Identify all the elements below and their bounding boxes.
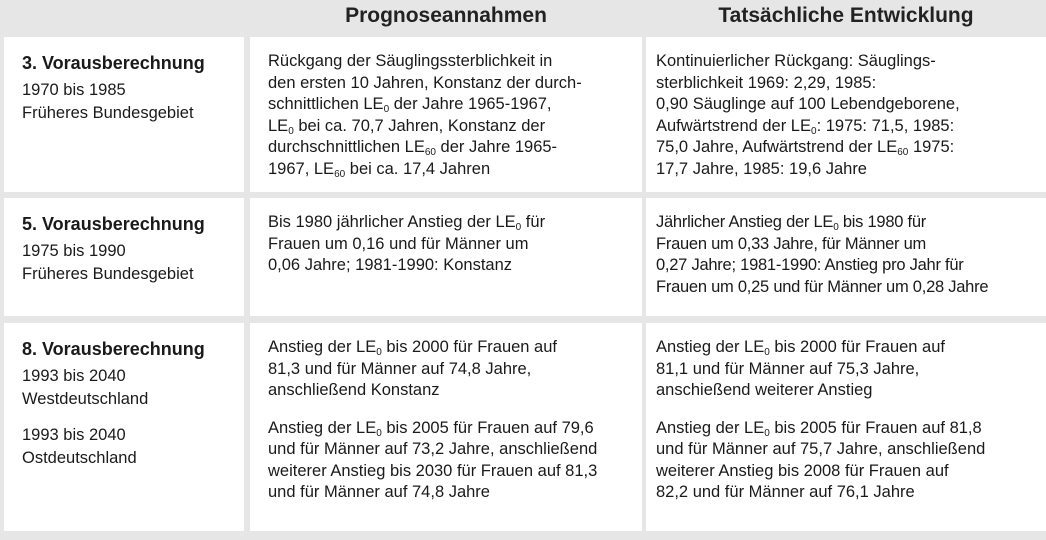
row-period-west: 1993 bis 2040 Westdeutschland: [22, 367, 149, 408]
assumption-text: Rückgang der Säuglingssterblichkeit in den ersten 10 Jahren, Konstanz der durch- schnittlichen $LE_0$ der Jahre 1965-1967, $LE_0$ bei ca. 70,7 Jahren, Konstanz der durchschnittlichen $LE_{60}$ der Jahre 1965- 1967, $LE_{60}$ bei ca. 17,4 Jahren: [268, 52, 582, 180]
assumption-cell: [250, 323, 642, 531]
actual-text: Jährlicher Anstieg der $LE_0$ bis 1980 für Frauen um 0,33 Jahre, für Männer um 0,27 Jahre; 1981-1990: Anstieg pro Jahr für Frauen um 0,25 und für Männer um 0,28 Jahre: [656, 213, 989, 296]
assumption-cell: [250, 198, 642, 316]
actual-text-east: Anstieg der $LE_0$ bis 2005 für Frauen auf 81,8 und für Männer auf 75,7 Jahre, anschließend weiterer Anstieg bis 2008 für Frauen auf 82,2 und für Männer auf 76,1 Jahre: [656, 418, 986, 501]
row-title: 5. Vorausberechnung: [22, 214, 205, 234]
spacer: [268, 402, 642, 418]
row-label-cell: [4, 37, 244, 192]
assumption-text: Bis 1980 jährlicher Anstieg der $LE_0$ für Frauen um 0,16 und für Männer um 0,06 Jahre; 1981-1990: Konstanz: [268, 213, 546, 274]
row-title: 8. Vorausberechnung: [22, 339, 205, 359]
spacer: [656, 402, 1046, 418]
header-prognoseannahmen: Prognoseannahmen: [345, 4, 547, 27]
row-label-cell: [4, 198, 244, 316]
actual-cell: [646, 323, 1046, 531]
row-period-east: 1993 bis 2040 Ostdeutschland: [22, 426, 137, 467]
actual-text-west: Anstieg der $LE_0$ bis 2000 für Frauen auf 81,1 und für Männer auf 75,3 Jahre, anschießend weiterer Anstieg: [656, 338, 945, 399]
actual-cell: [646, 37, 1046, 192]
assumption-text-west: Anstieg der $LE_0$ bis 2000 für Frauen auf 81,3 und für Männer auf 74,8 Jahre, anschließend Konstanz: [268, 338, 557, 399]
row-period: 1970 bis 1985 Früheres Bundesgebiet: [22, 81, 194, 122]
spacer: [22, 411, 244, 424]
row-label-cell: [4, 323, 244, 531]
row-title: 3. Vorausberechnung: [22, 53, 205, 73]
assumption-text-east: Anstieg der $LE_0$ bis 2005 für Frauen auf 79,6 und für Männer auf 73,2 Jahre, anschließend weiterer Anstieg bis 2030 für Frauen auf 81,3 und für Männer auf 74,8 Jahre: [268, 418, 598, 501]
actual-cell: [646, 198, 1046, 316]
row-period: 1975 bis 1990 Früheres Bundesgebiet: [22, 242, 194, 283]
assumption-cell: [250, 37, 642, 192]
header-tatsaechliche-entwicklung: Tatsächliche Entwicklung: [718, 4, 974, 27]
actual-text: Kontinuierlicher Rückgang: Säuglings- sterblichkeit 1969: 2,29, 1985: 0,90 Säuglinge auf 100 Lebendgeborene, Aufwärtstrend der $LE_0$: 1975: 71,5, 1985: 75,0 Jahre, Aufwärtstrend der $LE_{60}$ 1975: 17,7 Jahre, 1985: 19,6 Jahre: [656, 52, 960, 178]
